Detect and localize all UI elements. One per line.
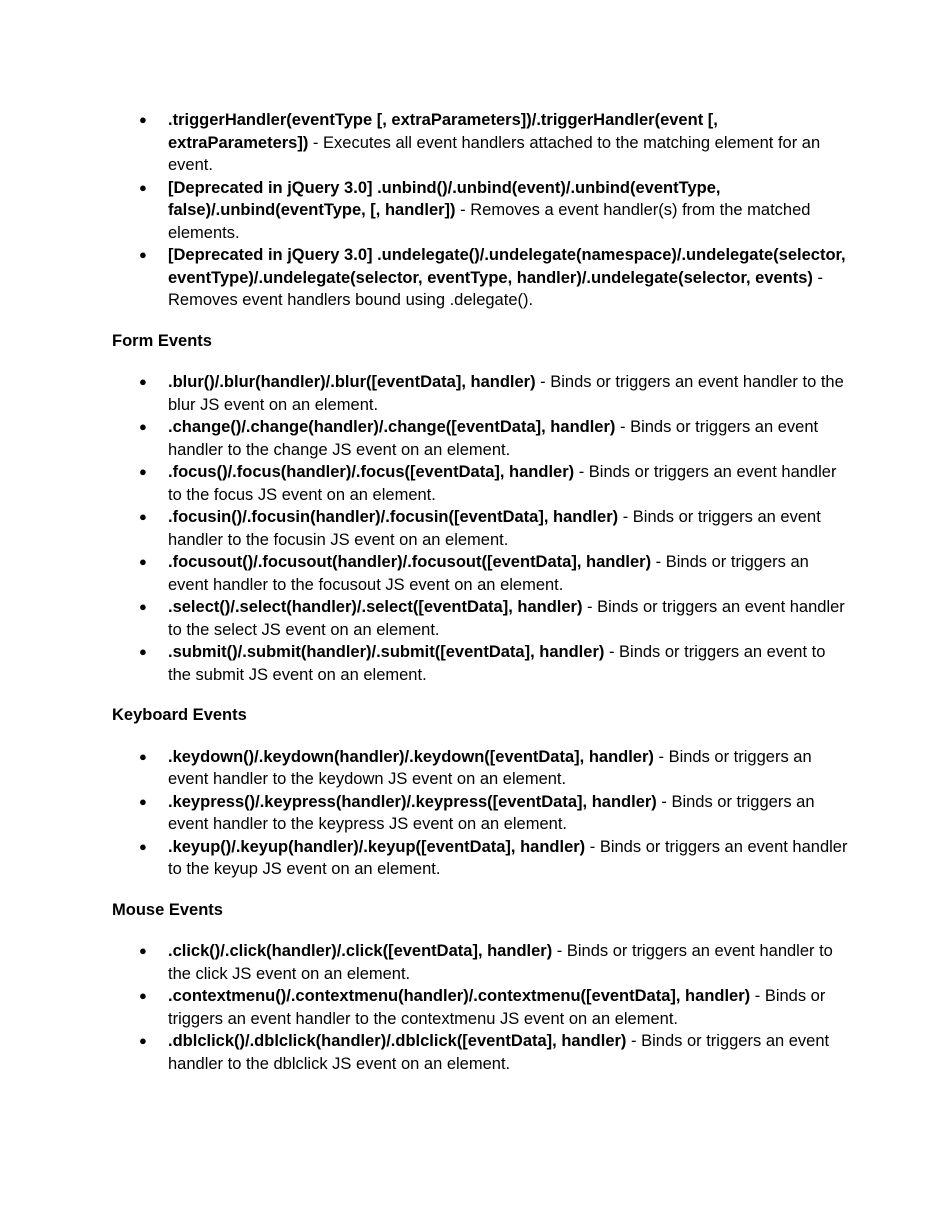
method-description: - Binds or triggers an event handler to the select JS event on an element. [168, 598, 845, 639]
list-item [168, 551, 850, 596]
section-heading-mouse-events: Mouse Events [112, 900, 223, 919]
list-item [168, 746, 850, 791]
method-description: - Binds or triggers an event handler to the change JS event on an element. [168, 418, 819, 459]
list-item [168, 416, 850, 461]
method-signature: .click()/.click(handler)/.click([eventData], handler) [168, 942, 553, 960]
method-description: - Binds or triggers an event handler to the contextmenu JS event on an element. [168, 987, 826, 1028]
list-item [168, 836, 850, 881]
method-signature: .focus()/.focus(handler)/.focus([eventData], handler) [168, 463, 575, 481]
list-item [168, 506, 850, 551]
list-item [168, 596, 850, 641]
method-signature: .keydown()/.keydown(handler)/.keydown([eventData], handler) [168, 747, 654, 766]
method-signature: [Deprecated in jQuery 3.0] .unbind()/.unbind(event)/.unbind(eventType, false)/.unbind(eventType, [, handler]) [168, 178, 721, 219]
method-description: - Removes event handlers bound using .delegate(). [168, 268, 824, 309]
intro-list [112, 109, 850, 312]
list-item [168, 641, 850, 686]
method-signature: .select()/.select(handler)/.select([eventData], handler) [168, 598, 583, 616]
method-description: - Binds or triggers an event handler to the keydown JS event on an element. [168, 747, 812, 788]
method-signature: [Deprecated in jQuery 3.0] .undelegate()/.undelegate(namespace)/.undelegate(selector, eventType)/.undelegate(selector, eventType, handler)/.undelegate(selector, events) [168, 246, 846, 287]
method-signature: .dblclick()/.dblclick(handler)/.dblclick([eventData], handler) [168, 1032, 627, 1050]
method-signature: .keyup()/.keyup(handler)/.keyup([eventData], handler) [168, 837, 586, 856]
method-description: - Binds or triggers an event handler to the focus JS event on an element. [168, 463, 837, 504]
method-description: - Binds or triggers an event handler to the dblclick JS event on an element. [168, 1032, 830, 1073]
method-description: - Binds or triggers an event handler to the focusin JS event on an element. [168, 508, 821, 549]
method-signature: .contextmenu()/.contextmenu(handler)/.contextmenu([eventData], handler) [168, 987, 751, 1005]
method-description: - Executes all event handlers attached to the matching element for an event. [168, 133, 821, 174]
method-signature: .keypress()/.keypress(handler)/.keypress([eventData], handler) [168, 792, 657, 811]
method-signature: .focusout()/.focusout(handler)/.focusout([eventData], handler) [168, 553, 652, 571]
method-description: - Binds or triggers an event handler to the keyup JS event on an element. [168, 837, 848, 878]
list-item [168, 371, 850, 416]
list-item [168, 109, 850, 177]
list-item [168, 461, 850, 506]
list-item [168, 940, 850, 985]
method-signature: .change()/.change(handler)/.change([eventData], handler) [168, 418, 616, 436]
list-item [168, 244, 850, 312]
section-heading-form-events: Form Events [112, 331, 212, 350]
method-signature: .blur()/.blur(handler)/.blur([eventData], handler) [168, 373, 536, 391]
list-item [168, 985, 850, 1030]
method-description: - Binds or triggers an event to the submit JS event on an element. [168, 643, 826, 684]
method-description: - Binds or triggers an event handler to the keypress JS event on an element. [168, 792, 815, 833]
method-description: - Binds or triggers an event handler to the click JS event on an element. [168, 942, 833, 983]
keyboard-events-list [112, 746, 850, 881]
list-item [168, 1030, 850, 1075]
method-description: - Removes a event handler(s) from the matched elements. [168, 201, 811, 242]
list-item [168, 791, 850, 836]
method-signature: .focusin()/.focusin(handler)/.focusin([eventData], handler) [168, 508, 619, 526]
method-signature: .submit()/.submit(handler)/.submit([eventData], handler) [168, 643, 605, 661]
method-description: - Binds or triggers an event handler to the focusout JS event on an element. [168, 553, 809, 594]
mouse-events-list [112, 940, 850, 1075]
form-events-list [112, 371, 850, 686]
method-signature: .triggerHandler(eventType [, extraParameters])/.triggerHandler(event [, extraParameters]) [168, 111, 718, 152]
method-description: - Binds or triggers an event handler to the blur JS event on an element. [168, 373, 844, 414]
list-item [168, 177, 850, 245]
section-heading-keyboard-events: Keyboard Events [112, 706, 247, 724]
